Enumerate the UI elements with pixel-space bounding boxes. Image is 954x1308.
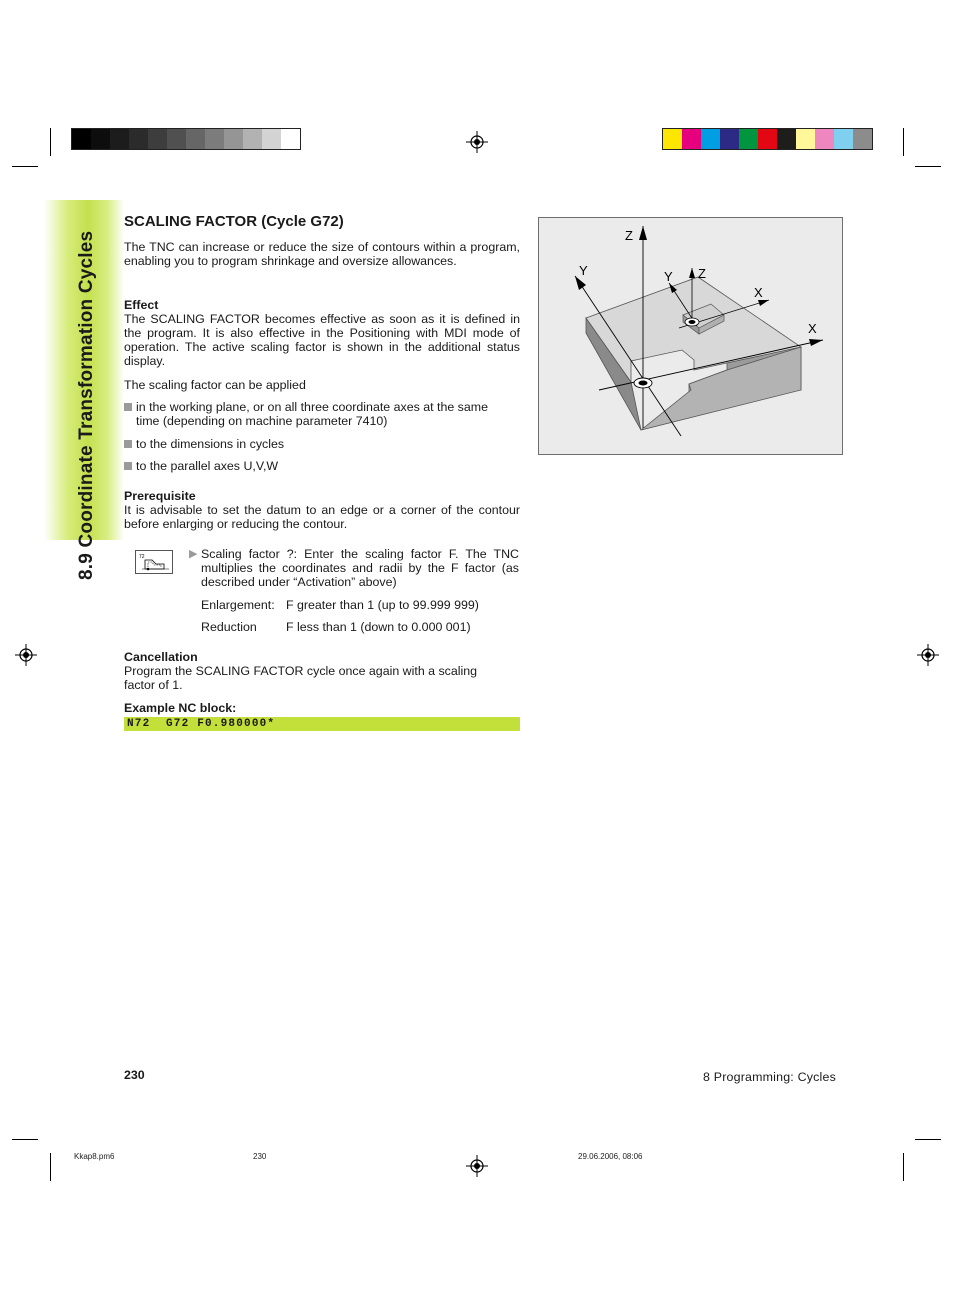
reduction-label: Reduction bbox=[201, 620, 257, 634]
prerequisite-heading: Prerequisite bbox=[124, 489, 196, 503]
calibration-swatch bbox=[682, 129, 701, 149]
registration-mark-icon bbox=[917, 644, 939, 666]
x-main-label: X bbox=[808, 321, 817, 336]
list-item-text: to the parallel axes U,V,W bbox=[136, 459, 279, 473]
calibration-swatch bbox=[796, 129, 815, 149]
calibration-swatch bbox=[758, 129, 777, 149]
scaling-illustration bbox=[538, 217, 843, 455]
bullet-square-icon bbox=[124, 403, 132, 411]
y-small-label: Y bbox=[664, 269, 673, 284]
list-item-text: in the working plane, or on all three coordinate axes at the same bbox=[136, 400, 488, 414]
reduction-value: F less than 1 (down to 0.000 001) bbox=[286, 620, 471, 634]
list-item bbox=[124, 459, 520, 473]
color-calibration-bar bbox=[662, 128, 873, 150]
x-arrow-icon bbox=[809, 339, 823, 346]
crop-mark bbox=[915, 1139, 941, 1140]
registration-mark-icon bbox=[466, 1155, 488, 1177]
registration-mark-icon bbox=[466, 131, 488, 153]
slug-page: 230 bbox=[253, 1152, 267, 1161]
calibration-swatch bbox=[815, 129, 834, 149]
calibration-swatch bbox=[129, 129, 148, 149]
y-arrow-icon bbox=[575, 276, 586, 290]
list-item-text: time (depending on machine parameter 7410) bbox=[136, 414, 388, 428]
x-small-label: X bbox=[754, 285, 763, 300]
calibration-swatch bbox=[72, 129, 91, 149]
calibration-swatch bbox=[853, 129, 872, 149]
grayscale-calibration-bar bbox=[71, 128, 301, 150]
calibration-swatch bbox=[739, 129, 758, 149]
dialog-description: Scaling factor ?: Enter the scaling factor F. The TNC multiplies the coordinates and radii by the F factor (as described under “Activation” above) bbox=[201, 547, 519, 589]
cancellation-heading: Cancellation bbox=[124, 650, 198, 664]
crop-mark bbox=[903, 128, 904, 156]
example-heading: Example NC block: bbox=[124, 701, 237, 715]
calibration-swatch bbox=[777, 129, 796, 149]
slug-file: Kkap8.pm6 bbox=[74, 1152, 115, 1161]
bullet-square-icon bbox=[124, 462, 132, 470]
calibration-swatch bbox=[186, 129, 205, 149]
cancellation-paragraph: Program the SCALING FACTOR cycle once again with a scaling factor of 1. bbox=[124, 664, 478, 692]
section-title-vertical: 8.9 Coordinate Transformation Cycles bbox=[76, 230, 97, 580]
calibration-swatch bbox=[243, 129, 262, 149]
crop-mark bbox=[12, 1139, 38, 1140]
calibration-swatch bbox=[110, 129, 129, 149]
enlargement-value: F greater than 1 (up to 99.999 999) bbox=[286, 598, 479, 612]
applied-intro: The scaling factor can be applied bbox=[124, 378, 306, 392]
effect-paragraph: The SCALING FACTOR becomes effective as soon as it is defined in the program. It is also effective in the Positioning with MDI mode of operation. The active scaling factor is shown in the additional status display. bbox=[124, 312, 520, 368]
slug-date: 29.06.2006, 08:06 bbox=[578, 1152, 643, 1161]
calibration-swatch bbox=[262, 129, 281, 149]
z-arrow-icon bbox=[639, 226, 647, 240]
list-item bbox=[124, 400, 520, 428]
page-number: 230 bbox=[124, 1068, 145, 1082]
calibration-swatch bbox=[281, 129, 300, 149]
z-small-label: Z bbox=[698, 266, 706, 281]
crop-mark bbox=[903, 1153, 904, 1181]
calibration-swatch bbox=[224, 129, 243, 149]
scaling-cycle-icon bbox=[136, 551, 172, 573]
calibration-swatch bbox=[720, 129, 739, 149]
crop-mark bbox=[50, 128, 51, 156]
nc-code-block: N72 G72 F0.980000* bbox=[124, 717, 520, 731]
y-main-label: Y bbox=[579, 263, 588, 278]
registration-mark-icon bbox=[15, 644, 37, 666]
workpiece-diagram bbox=[539, 218, 842, 454]
chapter-footer: 8 Programming: Cycles bbox=[703, 1070, 836, 1084]
crop-mark bbox=[12, 166, 38, 167]
enlargement-label: Enlargement: bbox=[201, 598, 275, 612]
crop-mark bbox=[915, 166, 941, 167]
page-title: SCALING FACTOR (Cycle G72) bbox=[124, 213, 344, 230]
calibration-swatch bbox=[148, 129, 167, 149]
list-item-text: to the dimensions in cycles bbox=[136, 437, 285, 451]
calibration-swatch bbox=[91, 129, 110, 149]
crop-mark bbox=[50, 1153, 51, 1181]
bullet-square-icon bbox=[124, 440, 132, 448]
calibration-swatch bbox=[834, 129, 853, 149]
x-small-arrow-icon bbox=[758, 300, 769, 306]
datum-small-dot bbox=[689, 320, 696, 324]
list-item bbox=[124, 437, 520, 451]
effect-heading: Effect bbox=[124, 298, 159, 312]
svg-text:72: 72 bbox=[139, 554, 145, 560]
calibration-swatch bbox=[701, 129, 720, 149]
calibration-swatch bbox=[205, 129, 224, 149]
z-main-label: Z bbox=[625, 228, 633, 243]
z-small-arrow-icon bbox=[689, 268, 695, 278]
datum-main-dot bbox=[639, 381, 648, 386]
calibration-swatch bbox=[167, 129, 186, 149]
scaling-cycle-softkey[interactable] bbox=[135, 550, 173, 574]
calibration-swatch bbox=[663, 129, 682, 149]
prerequisite-paragraph: It is advisable to set the datum to an edge or a corner of the contour before enlarging or reducing the contour. bbox=[124, 503, 520, 531]
dialog-arrow-icon: ▶ bbox=[189, 548, 198, 560]
intro-paragraph: The TNC can increase or reduce the size of contours within a program, enabling you to program shrinkage and oversize allowances. bbox=[124, 240, 520, 268]
